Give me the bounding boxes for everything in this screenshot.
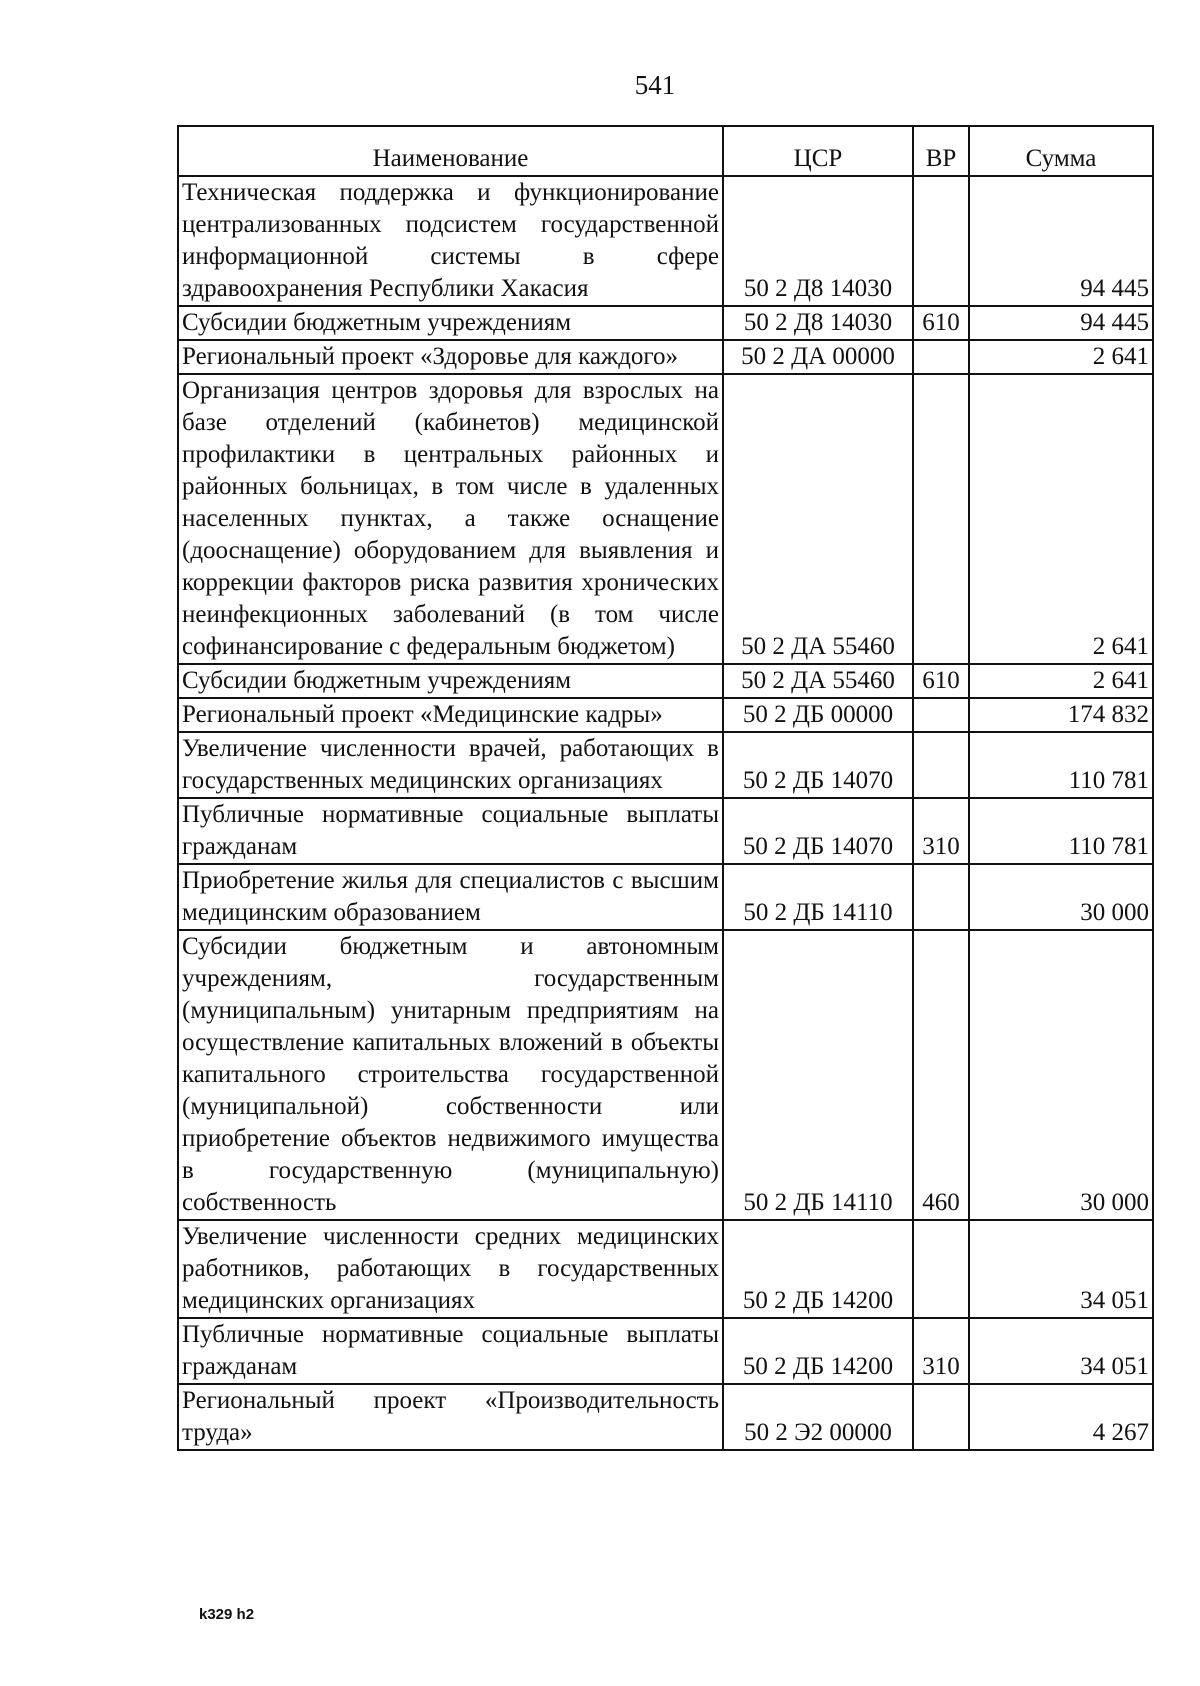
row-sum: 2 641 [969, 340, 1153, 374]
row-vr: 310 [913, 1318, 969, 1384]
row-vr [913, 864, 969, 930]
table-row [178, 306, 1153, 340]
budget-table [177, 125, 1154, 1451]
row-csr: 50 2 ДБ 14200 [723, 1220, 913, 1318]
row-name: Увеличение численности средних медицинских работников, работающих в государственных медицинских организациях [178, 1220, 723, 1318]
row-name: Публичные нормативные социальные выплаты гражданам [178, 798, 723, 864]
row-name: Техническая поддержка и функционирование централизованных подсистем государственной информационной системы в сфере здравоохранения Республики Хакасия [178, 176, 723, 306]
row-sum: 94 445 [969, 306, 1153, 340]
header-name: Наименование [178, 126, 723, 176]
row-name: Субсидии бюджетным учреждениям [178, 664, 723, 698]
row-vr: 610 [913, 664, 969, 698]
row-csr: 50 2 ДБ 14110 [723, 930, 913, 1220]
row-name: Субсидии бюджетным учреждениям [178, 306, 723, 340]
row-sum: 30 000 [969, 864, 1153, 930]
header-sum: Сумма [969, 126, 1153, 176]
row-sum: 30 000 [969, 930, 1153, 1220]
row-csr: 50 2 ДБ 00000 [723, 698, 913, 732]
page-number: 541 [634, 70, 676, 100]
table-row [178, 930, 1153, 1220]
row-sum: 2 641 [969, 664, 1153, 698]
row-csr: 50 2 ДА 55460 [723, 374, 913, 664]
table-row [178, 864, 1153, 930]
row-csr: 50 2 ДА 55460 [723, 664, 913, 698]
row-sum: 110 781 [969, 798, 1153, 864]
table-row [178, 1384, 1153, 1450]
row-vr: 610 [913, 306, 969, 340]
row-name: Организация центров здоровья для взрослых на базе отделений (кабинетов) медицинской профилактики в центральных районных и районных больницах, в том числе в удаленных населенных пунктах, а также оснащение (дооснащение) оборудованием для выявления и коррекции факторов риска развития хронических неинфекционных заболеваний (в том числе софинансирование с федеральным бюджетом) [178, 374, 723, 664]
row-name: Региональный проект «Медицинские кадры» [178, 698, 723, 732]
footer-code: k329 h2 [199, 1606, 255, 1623]
row-csr: 50 2 ДБ 14200 [723, 1318, 913, 1384]
row-name: Региональный проект «Производительность труда» [178, 1384, 723, 1450]
header-csr: ЦСР [723, 126, 913, 176]
table-row [178, 798, 1153, 864]
row-csr: 50 2 Д8 14030 [723, 306, 913, 340]
row-vr [913, 1384, 969, 1450]
row-csr: 50 2 Э2 00000 [723, 1384, 913, 1450]
row-sum: 174 832 [969, 698, 1153, 732]
row-csr: 50 2 ДБ 14070 [723, 798, 913, 864]
row-name: Региональный проект «Здоровье для каждого» [178, 340, 723, 374]
row-vr [913, 732, 969, 798]
table-row [178, 732, 1153, 798]
table-row [178, 1220, 1153, 1318]
row-vr [913, 340, 969, 374]
row-sum: 94 445 [969, 176, 1153, 306]
table-header-row [178, 126, 1153, 176]
row-vr [913, 1220, 969, 1318]
row-vr [913, 698, 969, 732]
table-row [178, 340, 1153, 374]
row-vr [913, 176, 969, 306]
table-row [178, 176, 1153, 306]
header-vr: ВР [913, 126, 969, 176]
row-csr: 50 2 Д8 14030 [723, 176, 913, 306]
row-name: Увеличение численности врачей, работающих в государственных медицинских организациях [178, 732, 723, 798]
row-sum: 2 641 [969, 374, 1153, 664]
row-vr: 460 [913, 930, 969, 1220]
row-csr: 50 2 ДБ 14070 [723, 732, 913, 798]
table-row [178, 664, 1153, 698]
row-sum: 110 781 [969, 732, 1153, 798]
row-vr: 310 [913, 798, 969, 864]
row-sum: 4 267 [969, 1384, 1153, 1450]
row-csr: 50 2 ДБ 14110 [723, 864, 913, 930]
table-row [178, 1318, 1153, 1384]
row-name: Публичные нормативные социальные выплаты гражданам [178, 1318, 723, 1384]
table-row [178, 374, 1153, 664]
row-csr: 50 2 ДА 00000 [723, 340, 913, 374]
row-name: Субсидии бюджетным и автономным учреждениям, государственным (муниципальным) унитарным предприятиям на осуществление капитальных вложений в объекты капитального строительства государственной (муниципальной) собственности или приобретение объектов недвижимого имущества в государственную (муниципальную) собственность [178, 930, 723, 1220]
row-sum: 34 051 [969, 1220, 1153, 1318]
table-row [178, 698, 1153, 732]
row-name: Приобретение жилья для специалистов с высшим медицинским образованием [178, 864, 723, 930]
row-sum: 34 051 [969, 1318, 1153, 1384]
row-vr [913, 374, 969, 664]
